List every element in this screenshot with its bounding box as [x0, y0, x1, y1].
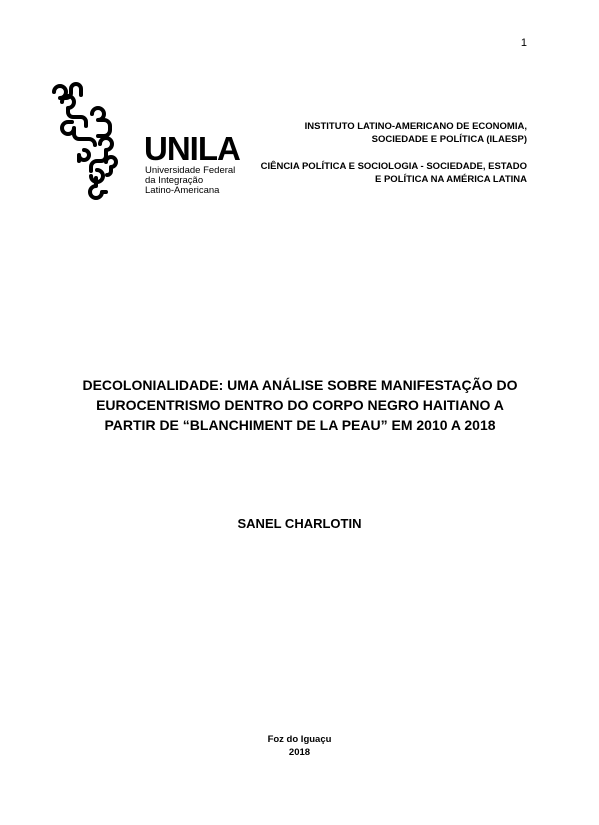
program-line: E POLÍTICA NA AMÉRICA LATINA	[375, 174, 527, 185]
institute-line: INSTITUTO LATINO-AMERICANO DE ECONOMIA,	[304, 121, 527, 132]
institute-name	[227, 120, 527, 146]
city-name: Foz do Iguaçu	[267, 734, 332, 745]
location-date	[0, 733, 599, 759]
unila-logo	[44, 78, 244, 206]
author-name: SANEL CHARLOTIN	[237, 516, 362, 531]
program-name	[217, 160, 527, 186]
title-line: PARTIR DE “BLANCHIMENT DE LA PEAU” EM 2010 A 2018	[104, 417, 496, 433]
logo-wordmark: UNILA	[144, 130, 240, 167]
title-line: DECOLONIALIDADE: UMA ANÁLISE SOBRE MANIFESTAÇÃO DO	[82, 377, 518, 393]
year: 2018	[288, 747, 311, 758]
logo-tagline-line: Latino-Americana	[145, 185, 220, 196]
title-line: EUROCENTRISMO DENTRO DO CORPO NEGRO HAITIANO A	[96, 397, 504, 413]
document-title	[60, 375, 540, 435]
page-number: 1	[520, 37, 527, 49]
logo-tagline-line: da Integração	[145, 175, 204, 186]
unila-emblem-icon	[44, 78, 144, 206]
logo-tagline-line: Universidade Federal	[145, 165, 236, 176]
program-line: CIÊNCIA POLÍTICA E SOCIOLOGIA - SOCIEDADE, ESTADO	[260, 161, 527, 172]
institute-line: SOCIEDADE E POLÍTICA (ILAESP)	[371, 134, 527, 145]
